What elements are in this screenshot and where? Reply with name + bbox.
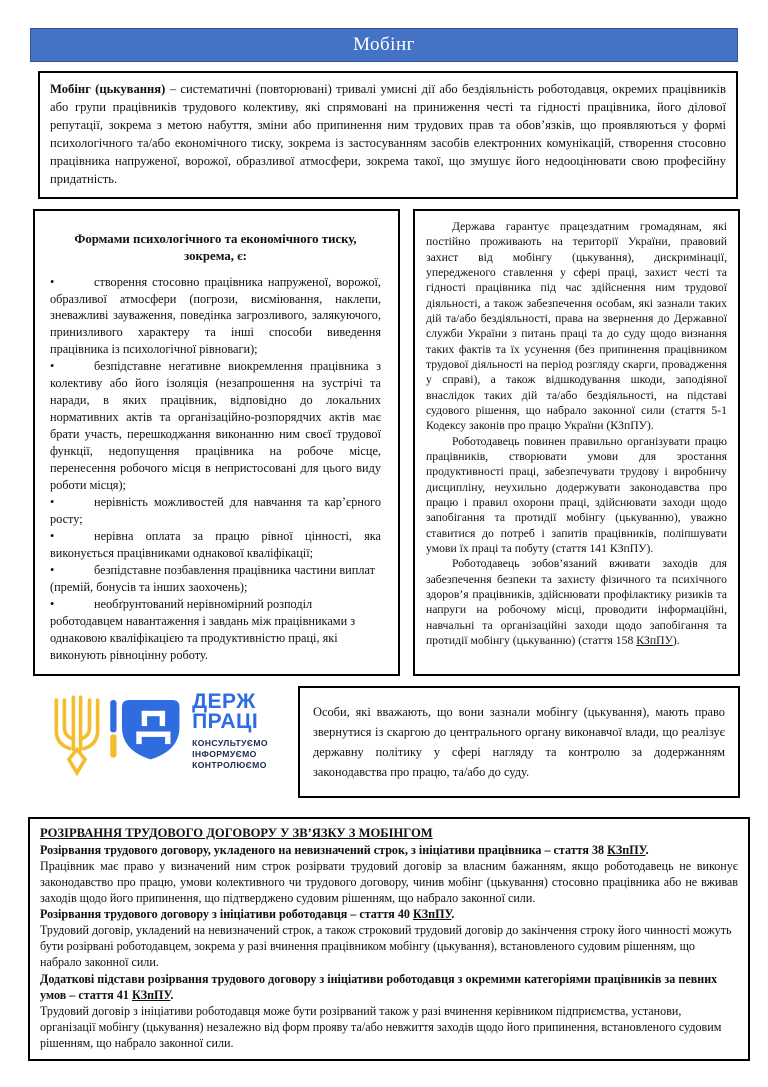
columns-section <box>33 209 740 676</box>
forms-heading: Формами психологічного та економічного тиску, зокрема, є: <box>74 232 357 264</box>
state-paragraph-1: Держава гарантує працездатним громадянам, які постійно проживають на території України, правовий захист від мобінгу (цькування), дискримінації, упередженого ставлення у сфері праці, захист честі та гідності працівника під час здійснення ним трудової діяльності, а також забезпечення особам, які зазнали таких дій та/або бездіяльності, права на звернення до Державної служби України з питань праці та до суду щодо визнання таких фактів та їх усунення (без припинення працівником трудової діяльності на період розгляду скарги, провадження у справі), а також відшкодування шкоди, заподіяної внаслідок таких дій та/або бездіяльності, на підставі судового рішення, що набрало законної сили (стаття 5-1 Кодексу законів про працю України (КЗпПУ). <box>426 220 727 433</box>
logo-tagline-line1: КОНСУЛЬТУЄМО <box>192 737 268 748</box>
termination-box <box>28 817 750 1061</box>
section2-heading-dot: . <box>451 907 455 922</box>
bullet-icon: • <box>50 596 55 611</box>
bullet-icon: • <box>50 529 55 544</box>
list-item-text: безпідставне негативне виокремлення працівника з колективу або його ізоляція (незапрошення на зустрічі та наради, в яких працівник, відповідно до локальних нормативних актів та організаційно-розпорядчих актів має брати участь, перешкоджання виконанню ним своєї трудової функції, недопущення працівника на робоче місце, перенесення робочого місця в непристосовані для цього виду роботи місця); <box>50 359 381 493</box>
list-item <box>50 596 381 664</box>
kzppu-reference: КЗпПУ <box>636 633 673 647</box>
kzppu-reference: КЗпПУ <box>131 987 171 1002</box>
header-bar <box>30 28 738 62</box>
state-paragraph-3-end: ). <box>672 633 680 647</box>
logo-tagline <box>192 738 268 772</box>
trident-icon <box>56 697 97 773</box>
logo-word-line2: ПРАЦІ <box>192 709 259 733</box>
list-item <box>50 274 381 359</box>
complaint-notice-box <box>298 686 740 798</box>
section3-heading-text: Додаткові підстави розірвання трудового договору з ініціативи роботодавця з окремими категоріями працівників за певних умов – стаття 41 <box>40 971 718 1002</box>
complaint-notice-text: Особи, які вважають, що вони зазнали мобінгу (цькування), мають право звернутися із скаргою до центрального органу виконавчої влади, що реалізує державну політику у сфері нагляду та контролю за додержанням законодавства про працю, та/або до суду. <box>313 704 725 780</box>
list-item <box>50 562 381 596</box>
kzppu-reference: КЗпПУ <box>412 907 452 922</box>
list-item-text: безпідставне позбавлення працівника частини виплат (премій, бонусів та інших заохочень); <box>50 563 375 594</box>
logo-wordmark <box>192 690 268 771</box>
state-paragraph-2: Роботодавець повинен правильно організувати працю працівників, створювати умови для зростання продуктивності праці, забезпечувати трудову і виробничу дисципліну, неухильно додержувати законодавства про працю і правил охорони праці, здійснювати заходи щодо запобігання та протидії мобінгу (цькуванню), уважно ставитися до потреб і запитів працівників, поліпшувати умови їх праці та побуту (стаття 141 КЗпПУ). <box>426 434 727 555</box>
bullet-icon: • <box>50 563 55 577</box>
logo-tagline-line3: КОНТРОЛЮЄМО <box>192 760 267 771</box>
list-item <box>50 528 381 562</box>
definition-box <box>38 71 738 199</box>
flag-bar-icon <box>110 700 116 758</box>
bullet-icon: • <box>50 274 55 289</box>
forms-of-pressure-box <box>33 209 400 676</box>
termination-section3-body: Трудовий договір з ініціативи роботодавця може бути розірваний також у разі вчинення керівником підприємства, установи, організації мобінгу (цькування) незалежно від форм прояву та/або невжиття заходів щодо його припинення, встановленого судовим рішенням, що набрало законної сили. <box>40 1003 722 1050</box>
termination-section3-heading <box>40 971 738 1003</box>
list-item <box>50 494 381 528</box>
list-item-text: створення стосовно працівника напруженої, ворожої, образливої атмосфери (погрози, висміювання, наклепи, зневажливі зауваження, поведінка загрозливого, залякуючого, принизливого характеру та інші способи виведення працівника із психологічної рівноваги); <box>50 274 381 357</box>
derzhpratsi-logo-graphic <box>50 690 183 782</box>
list-item-text: нерівність можливостей для навчання та кар’єрного росту; <box>50 495 381 527</box>
mid-section <box>50 686 740 798</box>
termination-title: РОЗІРВАННЯ ТРУДОВОГО ДОГОВОРУ У ЗВ’ЯЗКУ З МОБІНГОМ <box>40 826 433 841</box>
bullet-icon: • <box>50 495 55 510</box>
termination-section1-heading <box>40 842 738 858</box>
page-title: Мобінг <box>353 34 415 55</box>
section3-heading-dot: . <box>170 987 174 1002</box>
bullet-icon: • <box>50 359 55 374</box>
section1-heading-text: Розірвання трудового договору, укладеного на невизначений строк, з ініціативи працівника – стаття 38 <box>40 842 608 857</box>
logo-tagline-line2: ІНФОРМУЄМО <box>192 748 257 759</box>
logo-word-line1: ДЕРЖ <box>192 689 256 713</box>
termination-section1-body: Працівник має право у визначений ним строк розірвати трудовий договір за власним бажанням, якщо роботодавець не виконує законодавство про працю, умови колективного чи трудового договору, чинив мобінг (цькування) стосовно працівника або не вживав заходів щодо його припинення, що підтверджено судовим рішенням, що набрало законної сили. <box>40 859 738 906</box>
list-item-text: необґрунтований нерівномірний розподіл роботодавцем навантаження і завдань між працівниками з однаковою кваліфікацією та продуктивністю праці, які виконують рівноцінну роботу. <box>50 596 356 662</box>
definition-text: – систематичні (повторювані) тривалі умисні дії або бездіяльність роботодавця, окремих працівників або групи працівників трудового колективу, які спрямовані на приниження честі та гідності працівника, його ділової репутації, зокрема з метою набуття, зміни або припинення ним трудових прав та обов’язків, що проявляються у формі психологічного та/або економічного тиску, зокрема із застосуванням засобів електронних комунікацій, створення стосовно працівника напруженої, ворожої, образливої атмосфери, зокрема такої, що змушує його недооцінювати свою професійну придатність. <box>50 82 726 186</box>
state-paragraph-3-text: Роботодавець зобов’язаний вживати заходів для забезпечення безпеки та захисту фізичного та психічного здоров’я працівників, здійснювати профілактику ризиків та напруги на робочому місці, проводити інформаційні, навчальні та організаційні заходи щодо запобігання та протидії мобінгу (цькуванню) (стаття 158 <box>426 557 727 647</box>
section2-heading-text: Розірвання трудового договору з ініціативи роботодавця – стаття 40 <box>40 907 413 922</box>
shield-icon <box>122 700 180 759</box>
kzppu-reference: КЗпПУ <box>607 842 646 857</box>
definition-lead: Мобінг (цькування) <box>50 82 166 96</box>
list-item <box>50 358 381 494</box>
derzhpratsi-logo <box>50 686 268 782</box>
section1-heading-dot: . <box>645 842 649 857</box>
termination-section2-body: Трудовий договір, укладений на невизначений строк, а також строковий трудовий договір до закінчення строку його чинності можуть бути розірвані роботодавцем, зокрема у разі вчинення працівником мобінгу (цькування), встановленого судовим рішенням, що набрало законної сили. <box>40 923 732 970</box>
state-paragraph-3 <box>426 556 727 648</box>
termination-section2-heading <box>40 906 738 922</box>
state-guarantees-box <box>413 209 740 676</box>
list-item-text: нерівна оплата за працю рівної цінності, яка виконується працівниками однакової кваліфікації; <box>50 529 381 561</box>
